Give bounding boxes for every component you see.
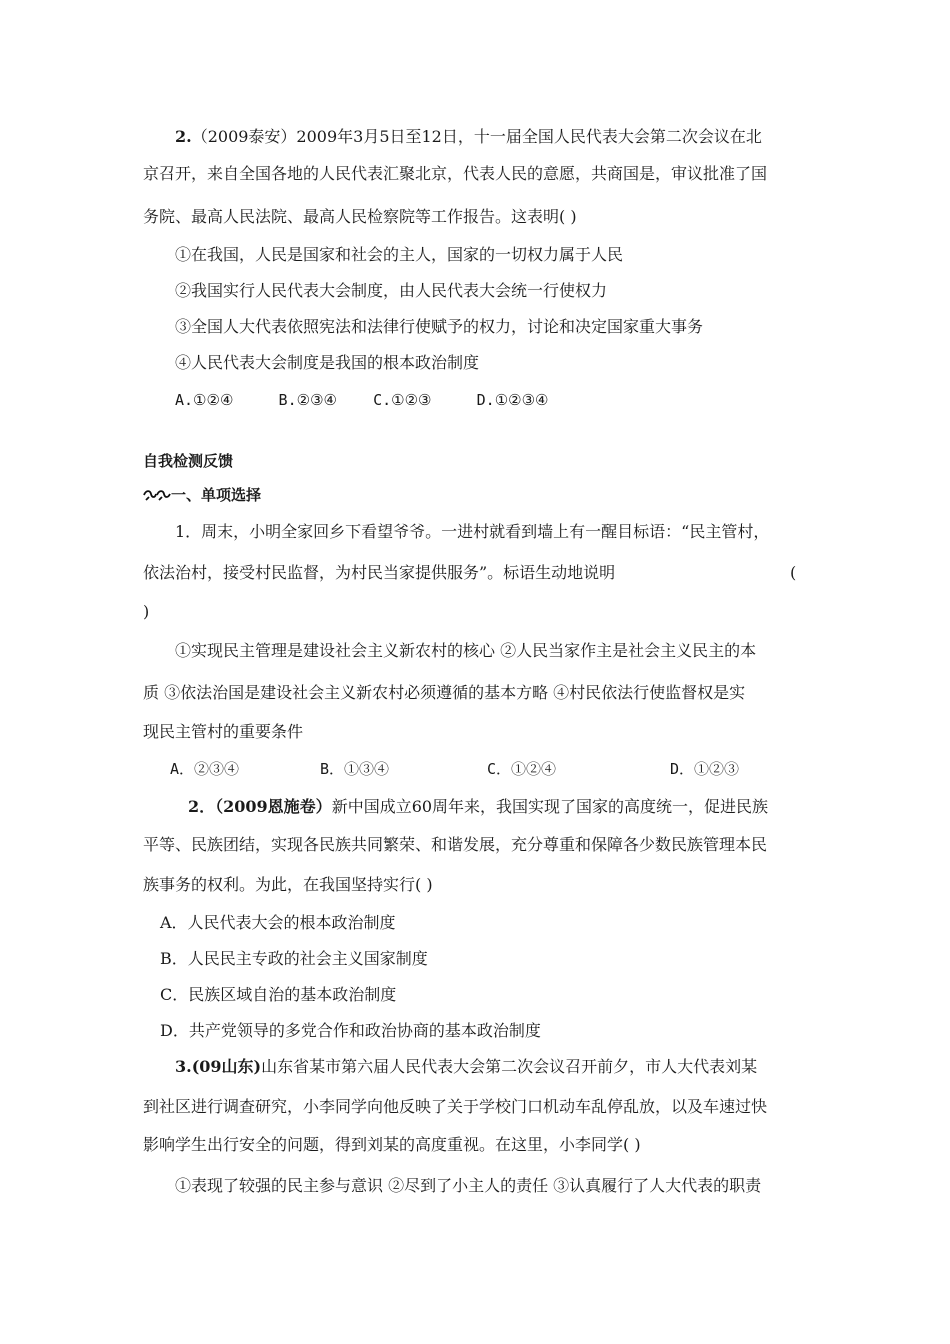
question-2-line-3: 族事务的权利。为此，在我国坚持实行( ) bbox=[143, 875, 433, 894]
answer-paren-close: ) bbox=[143, 602, 150, 621]
question-1-line-5: 现民主管村的重要条件 bbox=[143, 722, 304, 741]
section-subtitle-row: 一、单项选择 bbox=[143, 484, 261, 506]
option-a: A．人民代表大会的根本政治制度 bbox=[160, 913, 396, 932]
question-2-top-line-2: 京召开，来自全国各地的人民代表汇聚北京，代表人民的意愿，共商国是，审议批准了国 bbox=[143, 164, 768, 183]
ornament-bullet-icon bbox=[143, 488, 171, 502]
question-source: (09山东) bbox=[191, 1057, 262, 1076]
statement-4: ④人民代表大会制度是我国的根本政治制度 bbox=[175, 353, 480, 372]
option-c: C．民族区域自治的基本政治制度 bbox=[160, 985, 397, 1004]
question-2-line-1: 2．（2009恩施卷）新中国成立60周年来，我国实现了国家的高度统一，促进民族 bbox=[188, 797, 769, 816]
question-1-line-2: 依法治村，接受村民监督，为村民当家提供服务”。标语生动地说明 bbox=[143, 563, 616, 582]
option-b: B．①③④ bbox=[320, 760, 390, 778]
statement-2: ②我国实行人民代表大会制度，由人民代表大会统一行使权力 bbox=[175, 281, 608, 300]
question-number: 3. bbox=[175, 1057, 192, 1076]
question-2-line-2: 平等、民族团结，实现各民族共同繁荣、和谐发展，充分尊重和保障各少数民族管理本民 bbox=[143, 835, 768, 854]
option-b: B．人民民主专政的社会主义国家制度 bbox=[160, 949, 428, 968]
question-1-line-1: 1．周末，小明全家回乡下看望爷爷。一进村就看到墙上有一醒目标语：“民主管村， bbox=[175, 522, 770, 541]
question-1-line-3: ①实现民主管理是建设社会主义新农村的核心 ②人民当家作主是社会主义民主的本 bbox=[175, 641, 757, 660]
question-number: 2． bbox=[188, 797, 216, 816]
option-d: D．①②③ bbox=[670, 760, 740, 778]
question-source: （2009恩施卷） bbox=[215, 797, 332, 816]
statement-1: ①在我国，人民是国家和社会的主人，国家的一切权力属于人民 bbox=[175, 245, 624, 264]
statement-3: ③全国人大代表依照宪法和法律行使赋予的权力，讨论和决定国家重大事务 bbox=[175, 317, 704, 336]
option-c: C．①②④ bbox=[487, 760, 557, 778]
question-1-line-4: 质 ③依法治国是建设社会主义新农村必须遵循的基本方略 ④村民依法行使监督权是实 bbox=[143, 683, 746, 702]
question-2-top-line-3: 务院、最高人民法院、最高人民检察院等工作报告。这表明( ) bbox=[143, 207, 577, 226]
question-3-line-2: 到社区进行调查研究，小李同学向他反映了关于学校门口机动车乱停乱放，以及车速过快 bbox=[143, 1097, 768, 1116]
option-d: D．共产党领导的多党合作和政治协商的基本政治制度 bbox=[160, 1021, 541, 1040]
question-3-line-4: ①表现了较强的民主参与意识 ②尽到了小主人的责任 ③认真履行了人大代表的职责 bbox=[175, 1176, 762, 1195]
section-title: 自我检测反馈 bbox=[143, 452, 234, 470]
option-a: A．②③④ bbox=[170, 760, 240, 778]
answer-options: A.①②④ B.②③④ C.①②③ D.①②③④ bbox=[175, 391, 549, 409]
answer-paren-open: ( bbox=[790, 563, 797, 582]
question-2-top-line-1: 2.（2009泰安）2009年3月5日至12日，十一届全国人民代表大会第二次会议在北 bbox=[175, 127, 762, 146]
question-3-line-1: 3.(09山东)山东省某市第六届人民代表大会第二次会议召开前夕，市人大代表刘某 bbox=[175, 1057, 758, 1076]
question-number: 2. bbox=[175, 127, 192, 146]
question-3-line-3: 影响学生出行安全的问题，得到刘某的高度重视。在这里，小李同学( ) bbox=[143, 1135, 641, 1154]
